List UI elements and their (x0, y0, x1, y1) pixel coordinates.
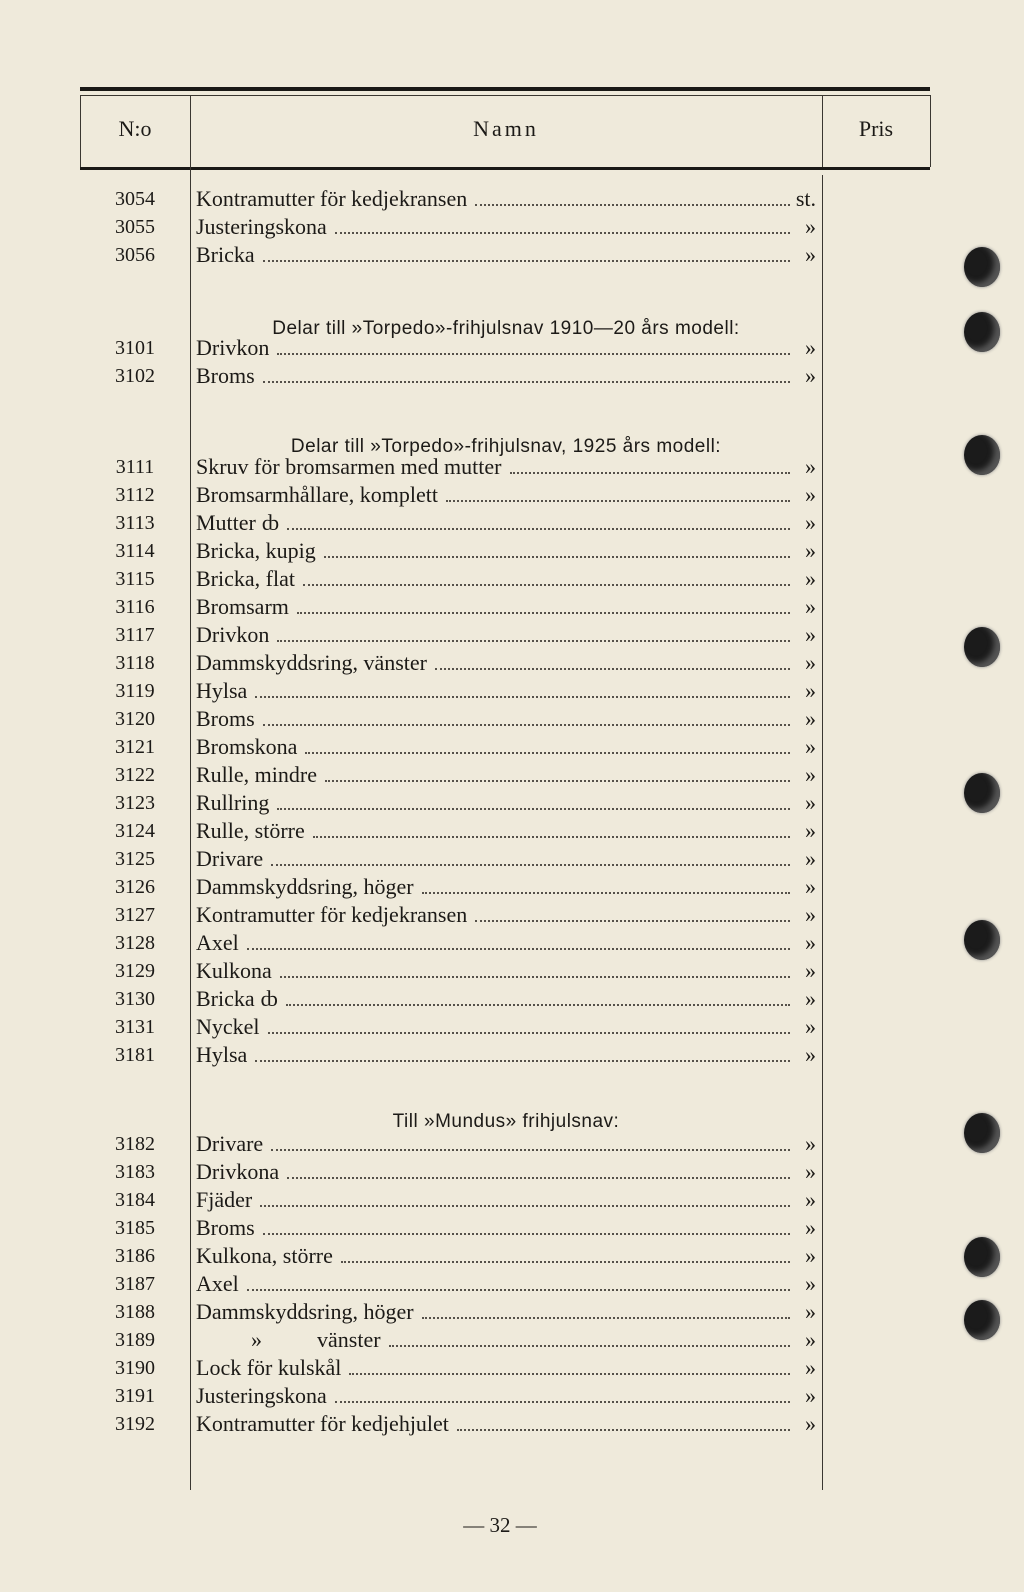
list-item (0, 1186, 1024, 1214)
item-name: Dammskyddsring, höger (196, 874, 414, 899)
binder-hole (964, 920, 1000, 960)
item-number: 3118 (115, 652, 155, 674)
item-number: 3119 (115, 680, 155, 702)
item-name: Broms (196, 363, 255, 388)
column-divider (930, 95, 931, 167)
binder-hole (964, 1300, 1000, 1340)
item-number: 3191 (115, 1385, 155, 1407)
list-item (0, 1270, 1024, 1298)
item-unit: » (805, 902, 816, 927)
item-name: Drivkon (196, 622, 270, 647)
dot-leader (389, 1345, 790, 1347)
item-name: Nyckel (196, 1014, 260, 1039)
dot-leader (349, 1373, 790, 1375)
list-item (0, 1354, 1024, 1382)
dot-leader (305, 752, 790, 754)
item-name: Drivkona (196, 1159, 280, 1184)
list-item (0, 509, 1024, 537)
list-item (0, 334, 1024, 362)
item-number: 3187 (115, 1273, 155, 1295)
item-name: Kontramutter för kedjekransen (196, 186, 468, 211)
item-number: 3121 (115, 736, 155, 758)
item-name: Bromsarm (196, 594, 289, 619)
item-unit: » (805, 846, 816, 871)
item-name-cell (196, 1270, 796, 1298)
item-name-cell (196, 705, 796, 733)
list-item (0, 1242, 1024, 1270)
list-item (0, 1013, 1024, 1041)
item-name-cell (196, 1354, 796, 1382)
dot-leader (435, 668, 790, 670)
item-name: Hylsa (196, 1042, 248, 1067)
dot-leader (422, 1317, 790, 1319)
dot-leader (475, 920, 790, 922)
item-unit: » (805, 1159, 816, 1184)
item-number: 3184 (115, 1189, 155, 1211)
list-item (0, 845, 1024, 873)
item-name-cell (196, 1041, 796, 1069)
item-name: Rulle, större (196, 818, 305, 843)
item-unit: » (805, 1014, 816, 1039)
item-number: 3127 (115, 904, 155, 926)
item-unit: » (805, 818, 816, 843)
item-number: 3185 (115, 1217, 155, 1239)
dot-leader (255, 696, 790, 698)
item-name-cell (196, 957, 796, 985)
dot-leader (247, 948, 790, 950)
item-number: 3117 (115, 624, 155, 646)
list-item (0, 705, 1024, 733)
dot-leader (510, 472, 791, 474)
list-item (0, 593, 1024, 621)
item-name-cell (196, 509, 796, 537)
item-name: Kontramutter för kedjehjulet (196, 1411, 449, 1436)
dot-leader (287, 1177, 790, 1179)
item-unit: » (805, 335, 816, 360)
list-item (0, 453, 1024, 481)
list-item (0, 817, 1024, 845)
item-number: 3122 (115, 764, 155, 786)
item-name-cell (196, 185, 796, 213)
item-unit: » (805, 1299, 816, 1324)
dot-leader (303, 584, 790, 586)
item-name: Drivare (196, 1131, 264, 1156)
thread-symbol-icon: ȸ (260, 986, 278, 1011)
dot-leader (341, 1261, 790, 1263)
item-number: 3054 (115, 188, 155, 210)
item-name-cell (196, 537, 796, 565)
item-name: Bricka (196, 986, 255, 1011)
item-unit: » (805, 790, 816, 815)
item-unit: » (805, 538, 816, 563)
item-unit: » (805, 1131, 816, 1156)
item-name-cell (196, 1158, 796, 1186)
item-unit: » (805, 594, 816, 619)
list-item (0, 957, 1024, 985)
item-number: 3181 (115, 1044, 155, 1066)
item-unit: » (805, 566, 816, 591)
item-unit: » (805, 706, 816, 731)
binder-hole (964, 773, 1000, 813)
binder-hole (964, 247, 1000, 287)
dot-leader (277, 640, 790, 642)
page-number: — 32 — (463, 1513, 537, 1537)
header-price: Pris (858, 116, 894, 141)
item-name-cell (196, 1013, 796, 1041)
item-unit: » (805, 214, 816, 239)
item-name-cell (196, 1242, 796, 1270)
item-number: 3113 (115, 512, 155, 534)
item-unit: » (805, 1187, 816, 1212)
item-unit: » (805, 1215, 816, 1240)
item-number: 3114 (115, 540, 155, 562)
item-name: Bricka, flat (196, 566, 295, 591)
top-rule-thin (80, 95, 930, 96)
dot-leader (457, 1429, 790, 1431)
list-item (0, 1041, 1024, 1069)
list-item (0, 481, 1024, 509)
item-name-cell (196, 1326, 796, 1354)
dot-leader (263, 1233, 790, 1235)
list-item (0, 1298, 1024, 1326)
list-item (0, 761, 1024, 789)
section-heading-mundus: Till »Mundus» frihjulsnav: (392, 1111, 620, 1132)
item-name: Dammskyddsring, höger (196, 1299, 414, 1324)
item-name-cell (196, 593, 796, 621)
item-name-cell (196, 621, 796, 649)
item-name-cell (196, 213, 796, 241)
list-item (0, 1214, 1024, 1242)
item-unit: » (805, 986, 816, 1011)
item-number: 3131 (115, 1016, 155, 1038)
item-name: Bromsarmhållare, komplett (196, 482, 438, 507)
item-name-cell (196, 817, 796, 845)
item-name: Kulkona (196, 958, 272, 983)
list-item (0, 789, 1024, 817)
list-item (0, 649, 1024, 677)
list-item (0, 1382, 1024, 1410)
list-item (0, 362, 1024, 390)
item-name-cell (196, 1410, 796, 1438)
item-name: Justeringskona (196, 214, 327, 239)
item-unit: » (805, 678, 816, 703)
item-name-cell (196, 453, 796, 481)
item-unit: » (805, 1355, 816, 1380)
binder-hole (964, 627, 1000, 667)
item-name: Bricka (196, 242, 255, 267)
item-unit: st. (795, 186, 816, 211)
item-name: Broms (196, 1215, 255, 1240)
list-item (0, 873, 1024, 901)
item-unit: » (805, 454, 816, 479)
binder-hole (964, 1113, 1000, 1153)
dot-leader (446, 500, 790, 502)
item-number: 3112 (115, 484, 155, 506)
item-name-cell (196, 845, 796, 873)
item-name: Broms (196, 706, 255, 731)
item-name-cell (196, 733, 796, 761)
list-item (0, 733, 1024, 761)
item-number: 3120 (115, 708, 155, 730)
header-rule (80, 167, 930, 170)
item-number: 3055 (115, 216, 155, 238)
item-unit: » (805, 762, 816, 787)
item-name-cell (196, 901, 796, 929)
binder-hole (964, 312, 1000, 352)
item-number: 3183 (115, 1161, 155, 1183)
list-item (0, 1410, 1024, 1438)
item-number: 3192 (115, 1413, 155, 1435)
item-unit: » (805, 1271, 816, 1296)
item-name: Rulle, mindre (196, 762, 317, 787)
list-item (0, 1158, 1024, 1186)
dot-leader (268, 1032, 790, 1034)
item-number: 3111 (115, 456, 155, 478)
list-item (0, 565, 1024, 593)
dot-leader (263, 724, 790, 726)
item-number: 3056 (115, 244, 155, 266)
item-number: 3128 (115, 932, 155, 954)
item-number: 3190 (115, 1357, 155, 1379)
list-item (0, 213, 1024, 241)
item-unit: » (805, 1383, 816, 1408)
list-item (0, 1326, 1024, 1354)
item-name: Fjäder (196, 1187, 253, 1212)
item-name: Lock för kulskål (196, 1355, 342, 1380)
dot-leader (271, 1149, 790, 1151)
item-name-cell (196, 873, 796, 901)
item-name: Bromskona (196, 734, 298, 759)
binder-hole (964, 435, 1000, 475)
item-number: 3115 (115, 568, 155, 590)
item-unit: » (805, 482, 816, 507)
item-number: 3125 (115, 848, 155, 870)
list-item (0, 1130, 1024, 1158)
header-name: Namn (473, 116, 539, 141)
item-name: Justeringskona (196, 1383, 327, 1408)
dot-leader (271, 864, 790, 866)
thread-symbol-icon: ȸ (261, 510, 279, 535)
list-item (0, 929, 1024, 957)
item-number: 3189 (115, 1329, 155, 1351)
item-name-cell (196, 1382, 796, 1410)
item-name-cell (196, 1186, 796, 1214)
dot-leader (335, 232, 790, 234)
item-name-cell (196, 241, 796, 269)
item-number: 3126 (115, 876, 155, 898)
dot-leader (324, 556, 790, 558)
dot-leader (475, 204, 790, 206)
dot-leader (280, 976, 790, 978)
item-unit: » (805, 1243, 816, 1268)
item-name: Axel (196, 1271, 239, 1296)
item-name: Dammskyddsring, vänster (196, 650, 427, 675)
item-name-cell (196, 649, 796, 677)
item-number: 3116 (115, 596, 155, 618)
dot-leader (255, 1060, 790, 1062)
item-name: Axel (196, 930, 239, 955)
dot-leader (287, 528, 790, 530)
item-name-cell (196, 481, 796, 509)
item-name: Bricka, kupig (196, 538, 316, 563)
list-item (0, 185, 1024, 213)
item-number: 3182 (115, 1133, 155, 1155)
top-rule (80, 87, 930, 91)
item-name-cell (196, 985, 796, 1013)
dot-leader (260, 1205, 790, 1207)
item-number: 3186 (115, 1245, 155, 1267)
item-unit: » (805, 510, 816, 535)
dot-leader (277, 353, 790, 355)
item-number: 3129 (115, 960, 155, 982)
item-name: Drivkon (196, 335, 270, 360)
item-name: Kontramutter för kedjekransen (196, 902, 468, 927)
dot-leader (297, 612, 790, 614)
item-unit: » (805, 930, 816, 955)
item-name: Mutter (196, 510, 256, 535)
item-unit: » (805, 734, 816, 759)
dot-leader (263, 260, 790, 262)
item-name-cell (196, 761, 796, 789)
item-name-cell (196, 1130, 796, 1158)
item-unit: » (805, 650, 816, 675)
item-number: 3188 (115, 1301, 155, 1323)
item-name: Rullring (196, 790, 270, 815)
item-name-cell (196, 565, 796, 593)
item-unit: » (805, 874, 816, 899)
binder-hole (964, 1237, 1000, 1277)
item-name: Drivare (196, 846, 264, 871)
item-name-cell (196, 362, 796, 390)
dot-leader (325, 780, 790, 782)
item-name-cell (196, 677, 796, 705)
item-unit: » (805, 363, 816, 388)
item-unit: » (805, 1327, 816, 1352)
item-name-cell (196, 929, 796, 957)
item-name: » vänster (196, 1327, 381, 1352)
dot-leader (277, 808, 790, 810)
item-unit: » (805, 622, 816, 647)
section-heading-torpedo-1910: Delar till »Torpedo»-frihjulsnav 1910—20 års modell: (272, 318, 740, 339)
header-number: N:o (118, 116, 152, 141)
item-number: 3123 (115, 792, 155, 814)
section-heading-torpedo-1925: Delar till »Torpedo»-frihjulsnav, 1925 års modell: (290, 436, 722, 457)
item-name-cell (196, 1298, 796, 1326)
item-unit: » (805, 958, 816, 983)
list-item (0, 537, 1024, 565)
item-number: 3101 (115, 337, 155, 359)
dot-leader (286, 1004, 790, 1006)
list-item (0, 241, 1024, 269)
list-item (0, 621, 1024, 649)
dot-leader (247, 1289, 790, 1291)
list-item (0, 901, 1024, 929)
item-unit: » (805, 1042, 816, 1067)
item-unit: » (805, 1411, 816, 1436)
item-number: 3102 (115, 365, 155, 387)
list-item (0, 985, 1024, 1013)
item-number: 3124 (115, 820, 155, 842)
item-name-cell (196, 789, 796, 817)
dot-leader (263, 381, 790, 383)
dot-leader (422, 892, 790, 894)
item-name: Kulkona, större (196, 1243, 333, 1268)
item-unit: » (805, 242, 816, 267)
dot-leader (313, 836, 790, 838)
item-name: Skruv för bromsarmen med mutter (196, 454, 502, 479)
item-name: Hylsa (196, 678, 248, 703)
item-name-cell (196, 1214, 796, 1242)
item-number: 3130 (115, 988, 155, 1010)
list-item (0, 677, 1024, 705)
item-name-cell (196, 334, 796, 362)
dot-leader (335, 1401, 790, 1403)
